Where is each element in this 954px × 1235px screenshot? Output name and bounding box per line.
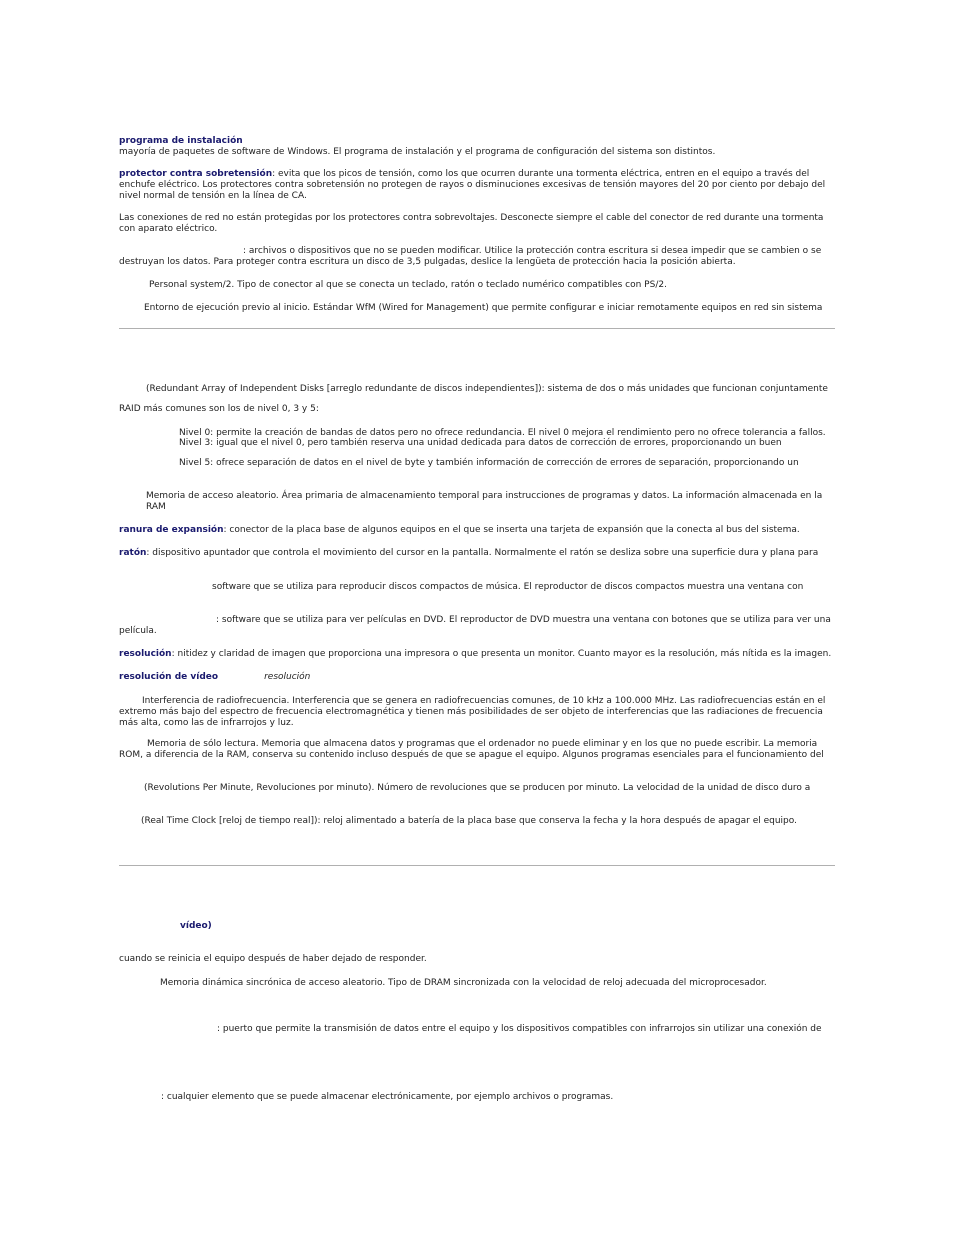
entry-term: vídeo) <box>180 921 212 931</box>
entry-ps2: Personal system/2. Tipo de conector al que se conecta un teclado, ratón o teclado numérico compatibles con PS/2. <box>149 280 667 290</box>
entry-term: ranura de expansión <box>119 525 224 535</box>
entry-ranura-expansion <box>119 525 835 536</box>
glossary-page <box>119 0 835 1235</box>
entry-rfi: Interferencia de radiofrecuencia. Interferencia que se genera en radiofrecuencias comunes, de 10 kHz a 100.000 MHz. Las radiofrecuencias están en el extremo más bajo del espectro de frecuencia electromagnética y tienen más posibilidades de ser objeto de interferencias que las radiaciones de frecuencia más alta, como las de infrarrojos y luz. <box>119 696 826 728</box>
entry-pxe: Entorno de ejecución previo al inicio. Estándar WfM (Wired for Management) que permite configurar e iniciar remotamente equipos en red sin sistema <box>144 303 823 313</box>
entry-reproductor-dvd <box>119 615 835 637</box>
entry-rtc: (Real Time Clock [reloj de tiempo real]): reloj alimentado a batería de la placa base que conserva la fecha y la hora después de apagar el equipo. <box>141 816 797 826</box>
raid-level-5: Nivel 5: ofrece separación de datos en el nivel de byte y también información de corrección de errores de separación, proporcionando un <box>179 458 799 468</box>
entry-term: resolución de vídeo <box>119 672 219 682</box>
entry-body: : archivos o dispositivos que no se pueden modificar. Utilice la protección contra escritura si desea impedir que se cambien o se destruyan los datos. Para proteger contra escritura un disco de 3,5 pulgadas, deslice la lengüeta de protección hacia la posición abierta. <box>119 246 822 267</box>
entry-term: programa de instalación <box>119 136 243 146</box>
section-divider <box>119 328 835 329</box>
entry-raid-intro: RAID más comunes son los de nivel 0, 3 y 5: <box>119 404 319 414</box>
entry-body-continued: película. <box>119 626 157 636</box>
entry-sensor-infrarrojos: : puerto que permite la transmisión de datos entre el equipo y los dispositivos compatibles con infrarrojos sin utilizar una conexión de <box>217 1024 822 1034</box>
entry-proteccion-escritura <box>119 246 835 268</box>
entry-raton <box>119 548 835 559</box>
entry-programa-instalacion <box>119 136 835 158</box>
entry-rpm: (Revolutions Per Minute, Revoluciones por minuto). Número de revoluciones que se producen por minuto. La velocidad de la unidad de disco duro a <box>144 783 811 793</box>
entry-body: mayoría de paquetes de software de Windows. El programa de instalación y el programa de configuración del sistema son distintos. <box>119 147 716 157</box>
entry-body: : software que se utiliza para ver películas en DVD. El reproductor de DVD muestra una ventana con botones que se utiliza para ver una <box>216 615 831 625</box>
raid-level-0: Nivel 0: permite la creación de bandas de datos pero no ofrece redundancia. El nivel 0 mejora el rendimiento pero no ofrece tolerancia a fallos. <box>179 428 826 438</box>
entry-term: ratón <box>119 548 147 558</box>
raid-level-3: Nivel 3: igual que el nivel 0, pero también reserva una unidad dedicada para datos de corrección de errores, proporcionando un buen <box>179 438 782 448</box>
entry-term: resolución <box>119 649 172 659</box>
entry-body: : evita que los picos de tensión, como los que ocurren durante una tormenta eléctrica, entren en el equipo a través del enchufe eléctrico. Los protectores contra sobretensión no protegen de rayos o disminuciones excesivas de tensión mayores del 20 por ciento por debajo del nivel normal de tensión en la línea de CA. <box>119 169 826 201</box>
entry-protector-sobretension <box>119 169 835 202</box>
entry-term: protector contra sobretensión <box>119 169 273 179</box>
entry-resolucion-video <box>119 672 835 683</box>
entry-secuencia-inicio: cuando se reinicia el equipo después de haber dejado de responder. <box>119 954 427 964</box>
cross-reference: resolución <box>264 672 311 682</box>
entry-raid: (Redundant Array of Independent Disks [arreglo redundante de discos independientes]): sistema de dos o más unidades que funcionan conjuntamente <box>146 384 828 394</box>
entry-sdram: Memoria dinámica sincrónica de acceso aleatorio. Tipo de DRAM sincronizada con la velocidad de reloj adecuada del microprocesador. <box>160 978 767 988</box>
entry-body: : dispositivo apuntador que controla el movimiento del cursor en la pantalla. Normalmente el ratón se desliza sobre una superficie dura y plana para <box>146 548 819 558</box>
entry-reproductor-cd: software que se utiliza para reproducir discos compactos de música. El reproductor de discos compactos muestra una ventana con <box>212 582 804 592</box>
entry-body: : nitidez y claridad de imagen que proporciona una impresora o que presenta un monitor. Cuanto mayor es la resolución, más nítida es la imagen. <box>171 649 832 659</box>
entry-resolucion <box>119 649 835 660</box>
entry-s-video <box>119 921 835 932</box>
entry-body: : conector de la placa base de algunos equipos en el que se inserta una tarjeta de expansión que la conecta al bus del sistema. <box>223 525 800 535</box>
section-divider <box>119 865 835 866</box>
entry-software: : cualquier elemento que se puede almacenar electrónicamente, por ejemplo archivos o programas. <box>161 1092 614 1102</box>
entry-ram: Memoria de acceso aleatorio. Área primaria de almacenamiento temporal para instrucciones de programas y datos. La información almacenada en la RAM <box>146 491 823 512</box>
entry-note-red: Las conexiones de red no están protegidas por los protectores contra sobrevoltajes. Desconecte siempre el cable del conector de red durante una tormenta con aparato eléctrico. <box>119 213 824 234</box>
entry-rom: Memoria de sólo lectura. Memoria que almacena datos y programas que el ordenador no puede eliminar y en los que no puede escribir. La memoria ROM, a diferencia de la RAM, conserva su contenido incluso después de que se apague el equipo. Algunos programas esenciales para el funcionamiento del <box>119 739 824 760</box>
